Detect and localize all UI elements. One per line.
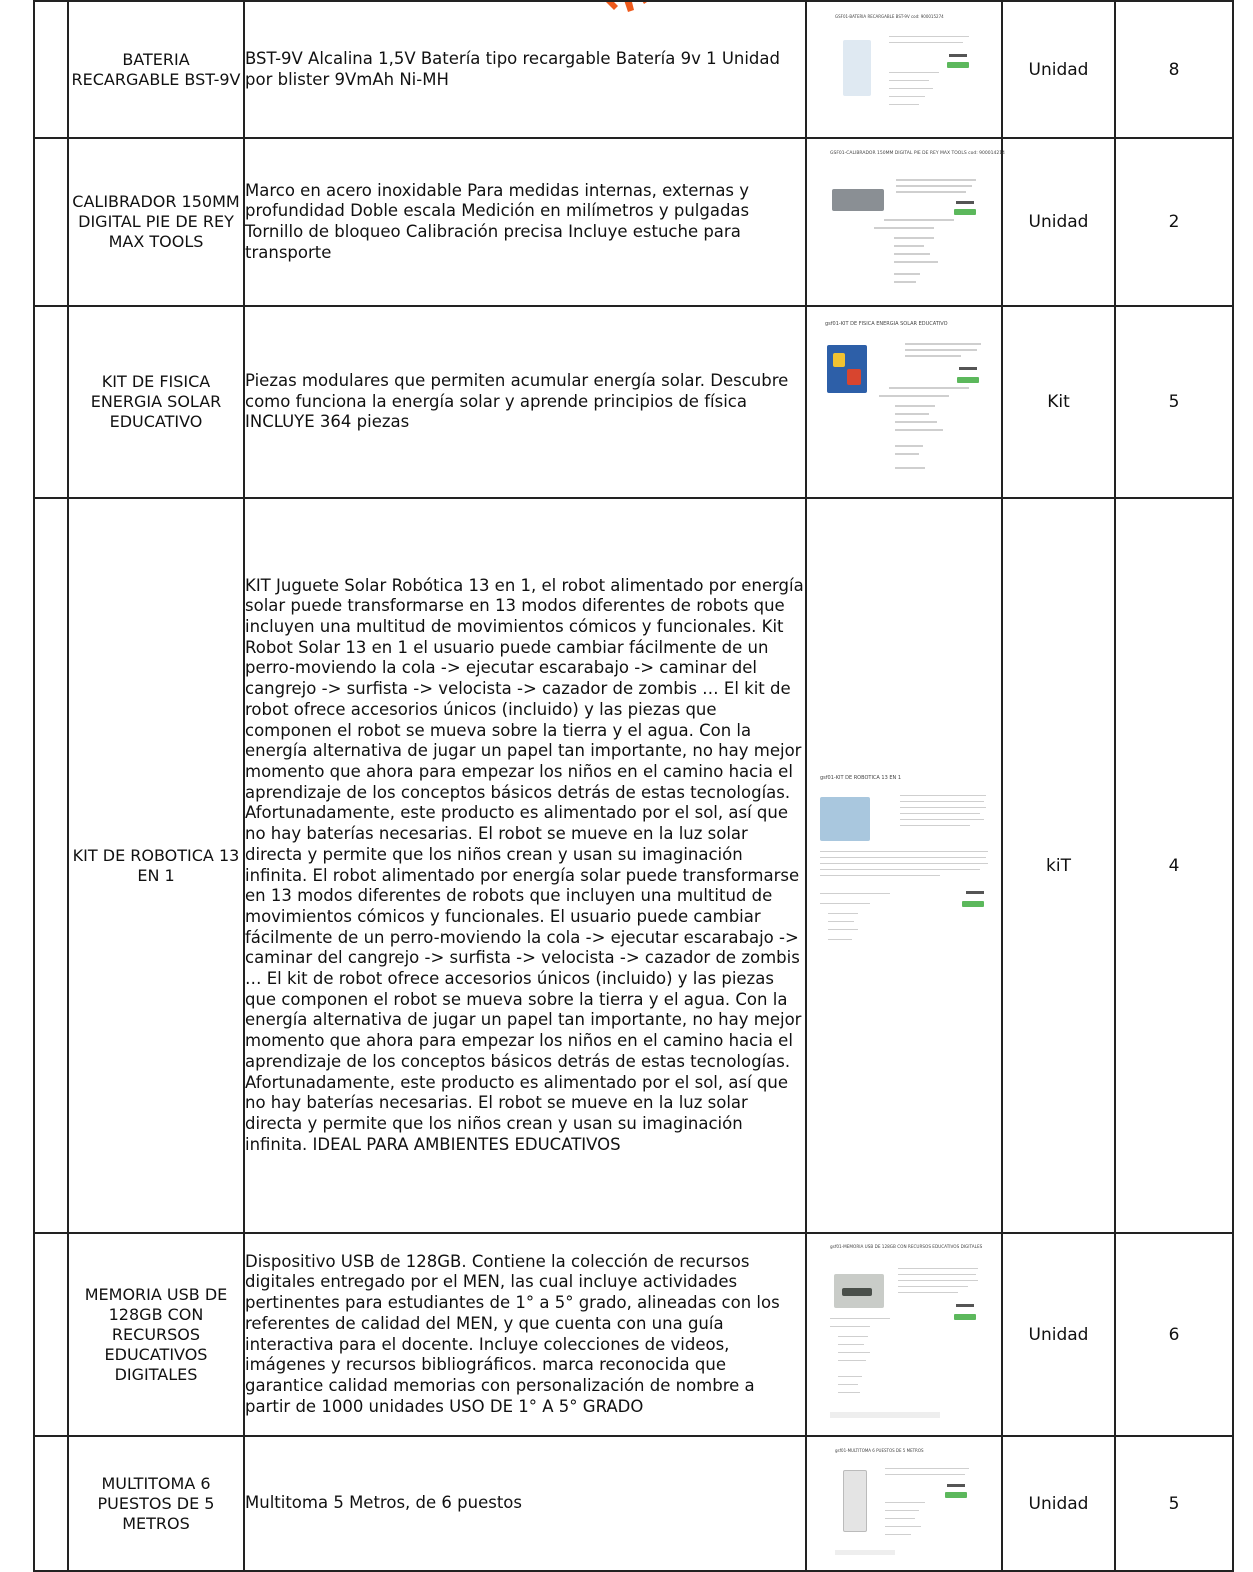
item-qty: 5 (1115, 1436, 1233, 1571)
row-blank-cell (34, 1436, 68, 1571)
power-strip-image (843, 1470, 867, 1532)
robot-kit-image (820, 797, 870, 841)
row-blank-cell (34, 306, 68, 498)
item-image-cell (806, 306, 1002, 498)
product-screenshot (824, 1240, 984, 1430)
item-description: Marco en acero inoxidable Para medidas internas, externas y profundidad Doble escala Medición en milímetros y pulgadas Tornillo de bloqueo Calibración precisa Incluye estuche para transporte (244, 138, 806, 306)
item-name: MULTITOMA 6 PUESTOS DE 5 METROS (68, 1436, 244, 1571)
item-unit: Kit (1002, 306, 1115, 498)
table-row (34, 1, 1233, 138)
caliper-image (832, 189, 884, 211)
item-image-cell (806, 498, 1002, 1233)
item-name: KIT DE FISICA ENERGIA SOLAR EDUCATIVO (68, 306, 244, 498)
item-qty: 2 (1115, 138, 1233, 306)
table-row (34, 306, 1233, 498)
item-name: MEMORIA USB DE 128GB CON RECURSOS EDUCATIVOS DIGITALES (68, 1233, 244, 1436)
item-description: Multitoma 5 Metros, de 6 puestos (244, 1436, 806, 1571)
item-qty: 5 (1115, 306, 1233, 498)
item-image-cell (806, 1, 1002, 138)
table-row (34, 1233, 1233, 1436)
item-name: BATERIA RECARGABLE BST-9V (68, 1, 244, 138)
item-qty: 6 (1115, 1233, 1233, 1436)
product-screenshot (829, 10, 979, 130)
battery-image (843, 40, 871, 96)
product-screenshot-title: gsf01-MULTITOMA 6 PUESTOS DE 5 METROS (835, 1447, 924, 1453)
item-name: KIT DE ROBOTICA 13 EN 1 (68, 498, 244, 1233)
product-screenshot-title: gsf01-KIT DE ROBOTICA 13 EN 1 (820, 774, 902, 781)
item-unit: kiT (1002, 498, 1115, 1233)
item-name: CALIBRADOR 150MM DIGITAL PIE DE REY MAX TOOLS (68, 138, 244, 306)
item-qty: 8 (1115, 1, 1233, 138)
row-blank-cell (34, 498, 68, 1233)
item-unit: Unidad (1002, 1233, 1115, 1436)
row-blank-cell (34, 1233, 68, 1436)
item-unit: Unidad (1002, 1, 1115, 138)
product-screenshot-title: GSF01-BATERIA RECARGABLE BST-9V cod: 900015274 (835, 13, 944, 19)
item-image-cell (806, 138, 1005, 306)
item-image-cell (806, 1436, 1002, 1571)
product-screenshot-title: gsf01-MEMORIA USB DE 128GB CON RECURSOS EDUCATIVOS DIGITALES (830, 1243, 983, 1249)
product-screenshot-title: gsf01-KIT DE FISICA ENERGIA SOLAR EDUCATIVO (825, 321, 948, 327)
item-description: Dispositivo USB de 128GB. Contiene la colección de recursos digitales entregado por el MEN, las cual incluye actividades pertinentes para estudiantes de 1° a 5° grado, alineadas con los referentes de calidad del MEN, y que cuenta con una guía interactiva para el docente. Incluye colecciones de videos, imágenes y recursos bibliográficos. marca reconocida que garantice calidad memorias con personalización de nombre a partir de 1000 unidades USO DE 1° A 5° GRADO (244, 1233, 806, 1436)
item-unit: Unidad (1002, 1436, 1115, 1571)
item-description: KIT Juguete Solar Robótica 13 en 1, el robot alimentado por energía solar puede transformarse en 13 modos diferentes de robots que incluyen una multitud de movimientos cómicos y funcionales. Kit Robot Solar 13 en 1 el usuario puede cambiar fácilmente de un perro-moviendo la cola -> ejecutar escarabajo -> caminar del cangrejo -> surfista -> velocista -> cazador de zombis … El kit de robot ofrece accesorios únicos (incluido) y las piezas que componen el robot se mueva sobre la tierra y el agua. Con la energía alternativa de jugar un papel tan importante, no hay mejor momento que ahora para empezar los niños en el camino hacia el aprendizaje de los conceptos básicos detrás de estas tecnologías. Afortunadamente, este producto es alimentado por el sol, así que no hay baterías necesarias. El robot se mueve en la luz solar directa y permite que los niños crean y usan su imaginación infinita. El robot alimentado por energía solar puede transformarse en 13 modos diferentes de robots que incluyen una multitud de movimientos cómicos y funcionales. El usuario puede cambiar fácilmente de un perro-moviendo la cola -> ejecutar escarabajo -> caminar del cangrejo -> surfista -> velocista -> cazador de zombis … El kit de robot ofrece accesorios únicos (incluido) y las piezas que componen el robot se mueva sobre la tierra y el agua. Con la energía alternativa de jugar un papel tan importante, no hay mejor momento que ahora para empezar los niños en el camino hacia el aprendizaje de los conceptos básicos detrás de estas tecnologías. Afortunadamente, este producto es alimentado por el sol, así que no hay baterías necesarias. El robot se mueve en la luz solar directa y permite que los niños crean y usan su imaginación infinita. IDEAL PARA AMBIENTES EDUCATIVOS (244, 498, 806, 1233)
table-row (34, 498, 1233, 1233)
product-screenshot (829, 1444, 979, 1564)
table-row (34, 1436, 1233, 1571)
product-screenshot (814, 771, 994, 961)
product-screenshot-title: GSF01-CALIBRADOR 150MM DIGITAL PIE DE REY MAX TOOLS cod: 900014214 (830, 151, 1005, 156)
item-description: Piezas modulares que permiten acumular energía solar. Descubre como funciona la energía solar y aprende principios de física INCLUYE 364 piezas (244, 306, 806, 498)
item-image-cell (806, 1233, 1002, 1436)
items-table (33, 0, 1234, 1572)
row-blank-cell (34, 138, 68, 306)
row-blank-cell (34, 1, 68, 138)
table-row (34, 138, 1233, 306)
product-screenshot (819, 317, 989, 487)
item-qty: 4 (1115, 498, 1233, 1233)
item-description: BST-9V Alcalina 1,5V Batería tipo recargable Batería 9v 1 Unidad por blister 9VmAh Ni-MH (244, 1, 806, 138)
item-unit: Unidad (1002, 138, 1115, 306)
product-screenshot (824, 147, 1005, 297)
